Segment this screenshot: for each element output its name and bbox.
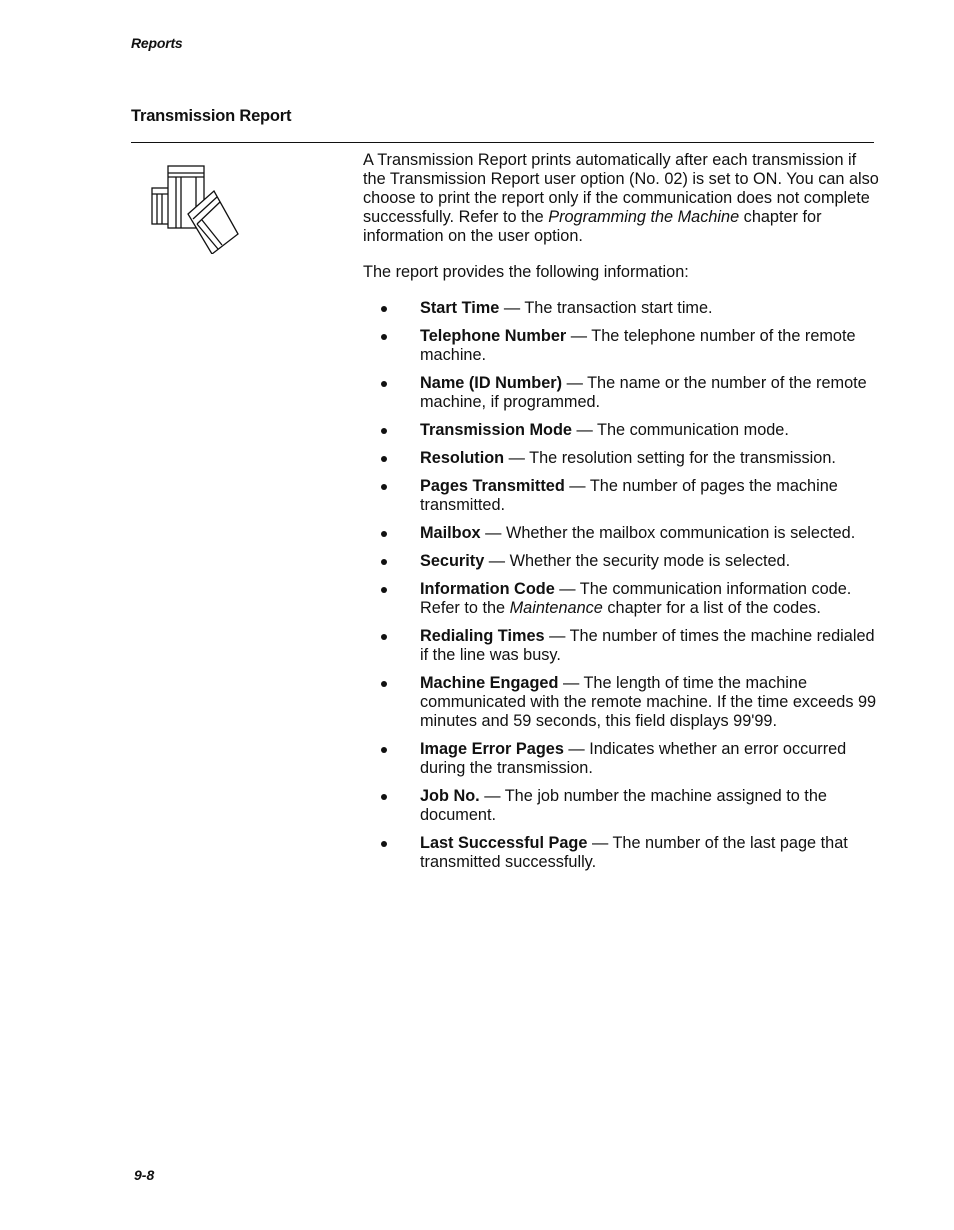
item-term: Start Time: [420, 299, 500, 317]
item-desc: — The communication information code. Refer to the: [420, 580, 852, 617]
list-item: [363, 421, 881, 440]
item-desc: — The transaction start time.: [499, 299, 713, 317]
information-list: [363, 299, 881, 872]
item-desc: — The name or the number of the remote machine, if programmed.: [420, 374, 867, 411]
item-desc: — Whether the mailbox communication is selected.: [480, 524, 856, 542]
item-desc: — The length of time the machine communicated with the remote machine. If the time exceeds 99 minutes and 59 seconds, this field displays 99'99.: [420, 674, 877, 730]
item-desc: — The number of the last page that transmitted successfully.: [420, 834, 848, 871]
list-item: [363, 552, 881, 571]
running-head: Reports: [131, 35, 183, 51]
intro-text: A Transmission Report prints automatically after each transmission if the Transmission Report user option (No. 02) is set to ON. You can also choose to print the report only if the communication does not complete successfully. Refer to the: [363, 151, 879, 226]
item-term: Name (ID Number): [420, 374, 563, 392]
item-desc: — Whether the security mode is selected.: [484, 552, 791, 570]
item-term: Resolution: [420, 449, 505, 467]
item-term: Telephone Number: [420, 327, 567, 345]
item-term: Pages Transmitted: [420, 477, 565, 495]
list-item: [363, 627, 881, 665]
item-desc: — The number of times the machine redialed if the line was busy.: [420, 627, 875, 664]
intro-text-end: chapter for information on the user option.: [363, 208, 822, 245]
item-desc: — The telephone number of the remote machine.: [420, 327, 856, 364]
list-item: [363, 834, 881, 872]
section-title: Transmission Report: [131, 107, 292, 125]
item-desc: — The communication mode.: [572, 421, 789, 439]
item-emphasis: Maintenance: [509, 599, 603, 617]
list-item: [363, 299, 881, 318]
item-desc: — The job number the machine assigned to the document.: [420, 787, 827, 824]
section-divider: [131, 142, 874, 143]
list-item: [363, 524, 881, 543]
list-item: [363, 449, 881, 468]
list-item: [363, 374, 881, 412]
list-item: [363, 477, 881, 515]
item-desc: — The resolution setting for the transmission.: [504, 449, 836, 467]
item-term: Security: [420, 552, 485, 570]
item-term: Job No.: [420, 787, 480, 805]
item-term: Image Error Pages: [420, 740, 564, 758]
list-item: [363, 327, 881, 365]
item-desc-end: chapter for a list of the codes.: [602, 599, 821, 617]
page-number: 9-8: [134, 1167, 155, 1183]
list-item: [363, 674, 881, 731]
item-term: Transmission Mode: [420, 421, 572, 439]
intro-paragraph: [363, 151, 881, 246]
item-term: Information Code: [420, 580, 555, 598]
list-item: [363, 740, 881, 778]
item-term: Machine Engaged: [420, 674, 559, 692]
item-desc: — The number of pages the machine transmitted.: [420, 477, 838, 514]
list-item: [363, 580, 881, 618]
item-term: Redialing Times: [420, 627, 545, 645]
lead-in: The report provides the following information:: [363, 263, 689, 281]
report-pages-icon: [146, 164, 242, 254]
intro-emphasis: Programming the Machine: [548, 208, 740, 226]
item-term: Mailbox: [420, 524, 481, 542]
item-term: Last Successful Page: [420, 834, 588, 852]
report-description: [363, 151, 881, 881]
item-desc: — Indicates whether an error occurred during the transmission.: [420, 740, 847, 777]
list-item: [363, 787, 881, 825]
